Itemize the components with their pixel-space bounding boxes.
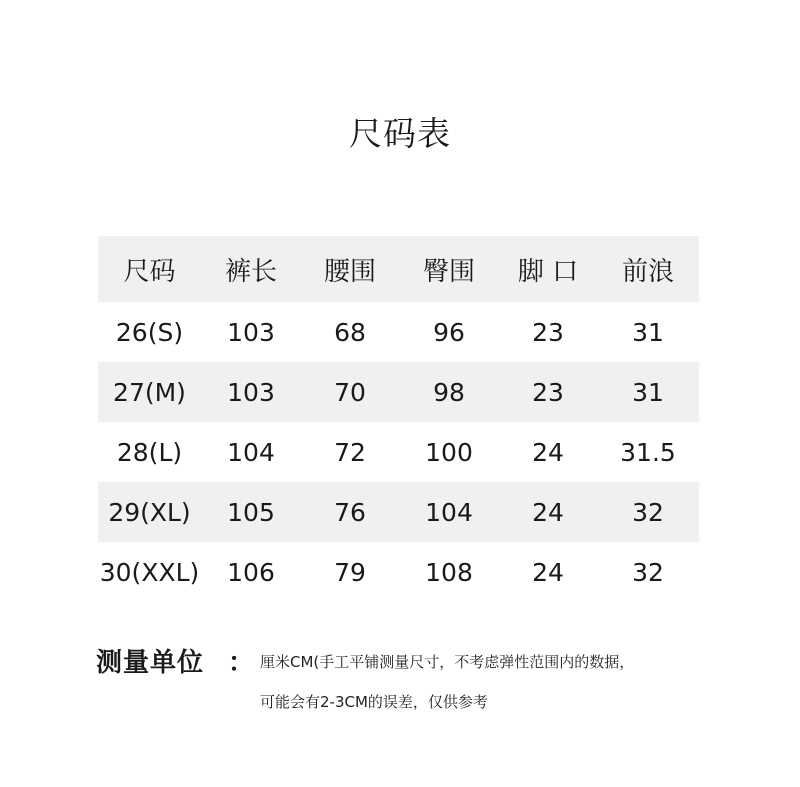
cell-size: 29(XL) [108,497,191,527]
cell-hip: 108 [425,557,473,587]
table-header-row [98,236,699,302]
page-title: 尺码表 [349,114,451,153]
cell-pants-length: 103 [227,317,275,347]
cell-pants-length: 105 [227,497,275,527]
cell-leg-opening: 24 [532,557,564,587]
cell-pants-length: 103 [227,377,275,407]
cell-hip: 104 [425,497,473,527]
cell-size: 27(M) [113,377,186,407]
table-row [98,482,699,542]
measurement-note-line-2: 可能会有2-3CM的误差，仅供参考 [260,693,488,711]
table-row [98,422,699,482]
cell-leg-opening: 23 [532,377,564,407]
measurement-note-line-1: 厘米CM(手工平铺测量尺寸，不考虑弹性范围内的数据， [260,653,635,671]
cell-pants-length: 104 [227,437,275,467]
cell-front-rise: 32 [632,497,664,527]
header-leg-opening: 脚 口 [517,256,579,287]
cell-front-rise: 31 [632,377,664,407]
header-size: 尺码 [123,256,176,287]
header-hip: 臀围 [422,256,475,287]
size-chart-table [98,236,699,602]
header-waist: 腰围 [323,256,376,287]
cell-waist: 79 [334,557,366,587]
cell-size: 28(L) [116,437,183,467]
table-row [98,362,699,422]
cell-hip: 96 [433,317,465,347]
cell-size: 30(XXL) [99,557,200,587]
cell-front-rise: 31 [632,317,664,347]
cell-waist: 76 [334,497,366,527]
cell-hip: 98 [433,377,465,407]
cell-hip: 100 [425,437,473,467]
cell-pants-length: 106 [227,557,275,587]
measurement-unit-label: 测量单位 [96,648,205,678]
header-pants-length: 裤长 [224,256,277,287]
cell-waist: 68 [334,317,366,347]
cell-front-rise: 31.5 [620,437,676,467]
cell-waist: 70 [334,377,366,407]
measurement-colon: ： [228,648,255,678]
cell-front-rise: 32 [632,557,664,587]
table-row [98,302,699,362]
cell-leg-opening: 24 [532,497,564,527]
table-row [98,542,699,602]
cell-leg-opening: 24 [532,437,564,467]
cell-waist: 72 [334,437,366,467]
cell-leg-opening: 23 [532,317,564,347]
cell-size: 26(S) [115,317,184,347]
header-front-rise: 前浪 [621,256,674,287]
